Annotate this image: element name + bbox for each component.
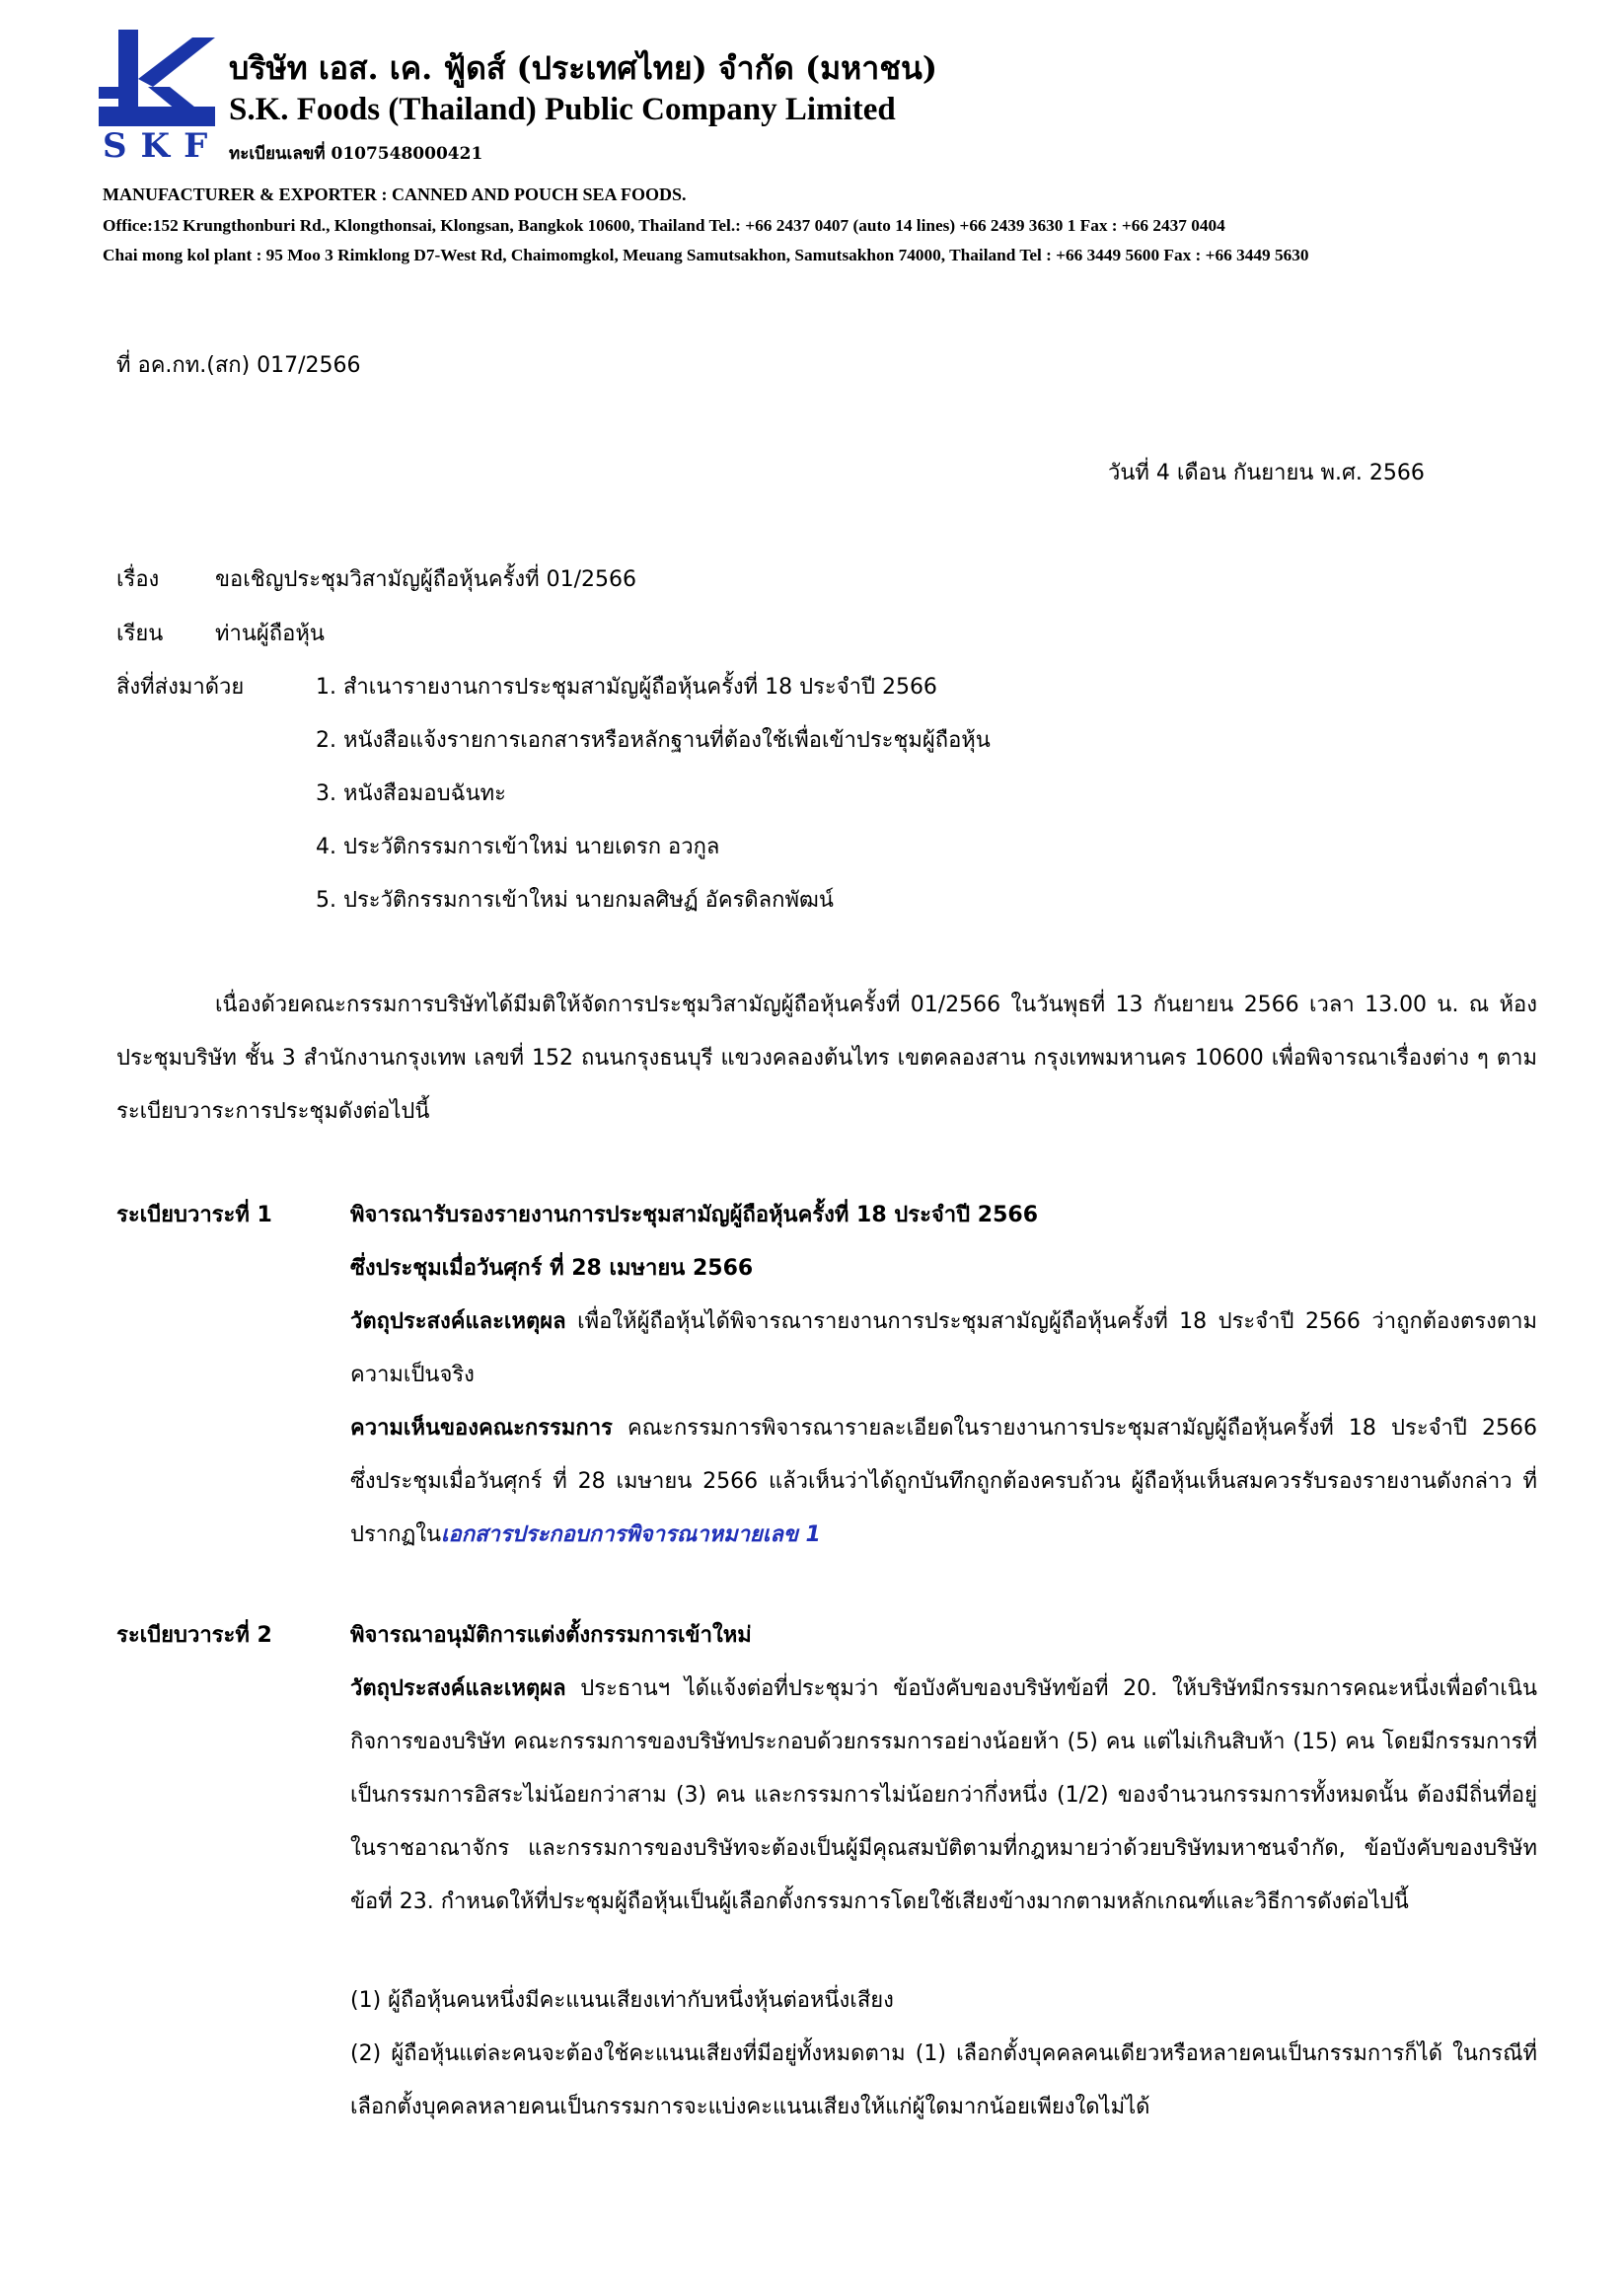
agenda1-title-line2: ซึ่งประชุมเมื่อวันศุกร์ ที่ 28 เมษายน 2566 <box>350 1256 754 1281</box>
plant-address: Chai mong kol plant : 95 Moo 3 Rimklong D7-West Rd, Chaimomgkol, Meuang Samutsakhon, Samutsakhon 74000, Thailand Tel : +66 3449 5600 Fax : +66 3449 5630 <box>103 246 1309 264</box>
to-text: ท่านผู้ถือหุ้น <box>215 622 325 646</box>
manufacturer-line: MANUFACTURER & EXPORTER : CANNED AND POUCH SEA FOODS. <box>103 185 687 204</box>
agenda1-purpose <box>350 1296 1537 1402</box>
enclosure-item: 1. สำเนารายงานการประชุมสามัญผู้ถือหุ้นครั้งที่ 18 ประจำปี 2566 <box>316 675 937 700</box>
purpose-label: วัตถุประสงค์และเหตุผล <box>350 1309 566 1334</box>
purpose-text: เพื่อให้ผู้ถือหุ้นได้พิจารณารายงานการประชุมสามัญผู้ถือหุ้นครั้งที่ 18 ประจำปี 2566 ว่าถูกต้องตรงตามความเป็นจริง <box>350 1309 1537 1387</box>
agenda2-rule-2: (2) ผู้ถือหุ้นแต่ละคนจะต้องใช้คะแนนเสียงที่มีอยู่ทั้งหมดตาม (1) เลือกตั้งบุคคลคนเดียวหรือหลายคนเป็นกรรมการก็ได้ ในกรณีที่เลือกตั้งบุคคลหลายคนเป็นกรรมการจะแบ่งคะแนนเสียงให้แก่ผู้ใดมากน้อยเพียงใดไม่ได้ <box>350 2041 1537 2119</box>
agenda2-label: ระเบียบวาระที่ 2 <box>116 1623 272 1648</box>
purpose-text: ประธานฯ ได้แจ้งต่อที่ประชุมว่า ข้อบังคับของบริษัทข้อที่ 20. ให้บริษัทมีกรรมการคณะหนึ่งเพื่อดำเนินกิจการของบริษัท คณะกรรมการของบริษัทประกอบด้วยกรรมการอย่างน้อยห้า (5) คน แต่ไม่เกินสิบห้า (15) คน โดยมีกรรมการที่เป็นกรรมการอิสระไม่น้อยกว่าสาม (3) คน และกรรมการไม่น้อยกว่ากึ่งหนึ่ง (1/2) ของจำนวนกรรมการทั้งหมดนั้น ต้องมีถิ่นที่อยู่ในราชอาณาจักร และกรรมการของบริษัทจะต้องเป็นผู้มีคุณสมบัติตามที่กฎหมายว่าด้วยบริษัทมหาชนจำกัด, ข้อบังคับของบริษัทข้อที่ 23. กำหนดให้ที่ประชุมผู้ถือหุ้นเป็นผู้เลือกตั้งกรรมการโดยใช้เสียงข้างมากตามหลักเกณฑ์และวิธีการดังต่อไปนี้ <box>350 1676 1537 1914</box>
intro-paragraph: เนื่องด้วยคณะกรรมการบริษัทได้มีมติให้จัดการประชุมวิสามัญผู้ถือหุ้นครั้งที่ 01/2566 ในวันพุธที่ 13 กันยายน 2566 เวลา 13.00 น. ณ ห้องประชุมบริษัท ชั้น 3 สำนักงานกรุงเทพ เลขที่ 152 ถนนกรุงธนบุรี แขวงคลองต้นไทร เขตคลองสาน กรุงเทพมหานคร 10600 เพื่อพิจารณาเรื่องต่าง ๆ ตามระเบียบวาระการประชุมดังต่อไปนี้ <box>116 993 1537 1124</box>
company-name-thai: บริษัท เอส. เค. ฟู้ดส์ (ประเทศไทย) จำกัด (มหาชน) <box>229 49 937 87</box>
agenda1-label: ระเบียบวาระที่ 1 <box>116 1203 272 1227</box>
registration-number: ทะเบียนเลขที่ 0107548000421 <box>229 144 483 164</box>
enclosure-item: 3. หนังสือมอบฉันทะ <box>316 781 506 806</box>
agenda2-title: พิจารณาอนุมัติการแต่งตั้งกรรมการเข้าใหม่ <box>350 1623 752 1648</box>
agenda2-rule-1: (1) ผู้ถือหุ้นคนหนึ่งมีคะแนนเสียงเท่ากับหนึ่งหุ้นต่อหนึ่งเสียง <box>350 1988 894 2013</box>
enclosure-item: 2. หนังสือแจ้งรายการเอกสารหรือหลักฐานที่ต้องใช้เพื่อเข้าประชุมผู้ถือหุ้น <box>316 728 991 753</box>
logo-text: SKF <box>103 126 222 166</box>
enclosures-label: สิ่งที่ส่งมาด้วย <box>116 675 245 700</box>
to-label: เรียน <box>116 622 164 646</box>
agenda1-opinion <box>350 1402 1537 1562</box>
company-name-english: S.K. Foods (Thailand) Public Company Limited <box>229 92 896 127</box>
purpose-label: วัตถุประสงค์และเหตุผล <box>350 1676 566 1701</box>
opinion-label: ความเห็นของคณะกรรมการ <box>350 1416 613 1441</box>
agenda2-purpose <box>350 1663 1537 1929</box>
agenda1-title: พิจารณารับรองรายงานการประชุมสามัญผู้ถือหุ้นครั้งที่ 18 ประจำปี 2566 <box>350 1203 1038 1227</box>
enclosure-item: 4. ประวัติกรรมการเข้าใหม่ นายเดรก อวกูล <box>316 835 720 859</box>
opinion-text: คณะกรรมการพิจารณารายละเอียดในรายงานการประชุมสามัญผู้ถือหุ้นครั้งที่ 18 ประจำปี 2566 ซึ่งประชุมเมื่อวันศุกร์ ที่ 28 เมษายน 2566 แล้วเห็นว่าได้ถูกบันทึกถูกต้องครบถ้วน ผู้ถือหุ้นเห็นสมควรรับรองรายงานดังกล่าว ที่ปรากฏใน <box>350 1416 1537 1547</box>
enclosure-item: 5. ประวัติกรรมการเข้าใหม่ นายกมลศิษฏ์ อัครดิลกพัฒน์ <box>316 888 834 913</box>
office-address: Office:152 Krungthonburi Rd., Klongthonsai, Klongsan, Bangkok 10600, Thailand Tel.: +66 2437 0407 (auto 14 lines) +66 2439 3630 1 Fax : +66 2437 0404 <box>103 216 1225 235</box>
subject-label: เรื่อง <box>116 567 160 592</box>
letter-reference: ที่ อค.กท.(สก) 017/2566 <box>116 353 361 378</box>
subject-text: ขอเชิญประชุมวิสามัญผู้ถือหุ้นครั้งที่ 01/2566 <box>215 567 636 592</box>
attachment-reference-link[interactable]: เอกสารประกอบการพิจารณาหมายเลข 1 <box>441 1522 821 1547</box>
letter-date: วันที่ 4 เดือน กันยายน พ.ศ. 2566 <box>1108 461 1425 485</box>
